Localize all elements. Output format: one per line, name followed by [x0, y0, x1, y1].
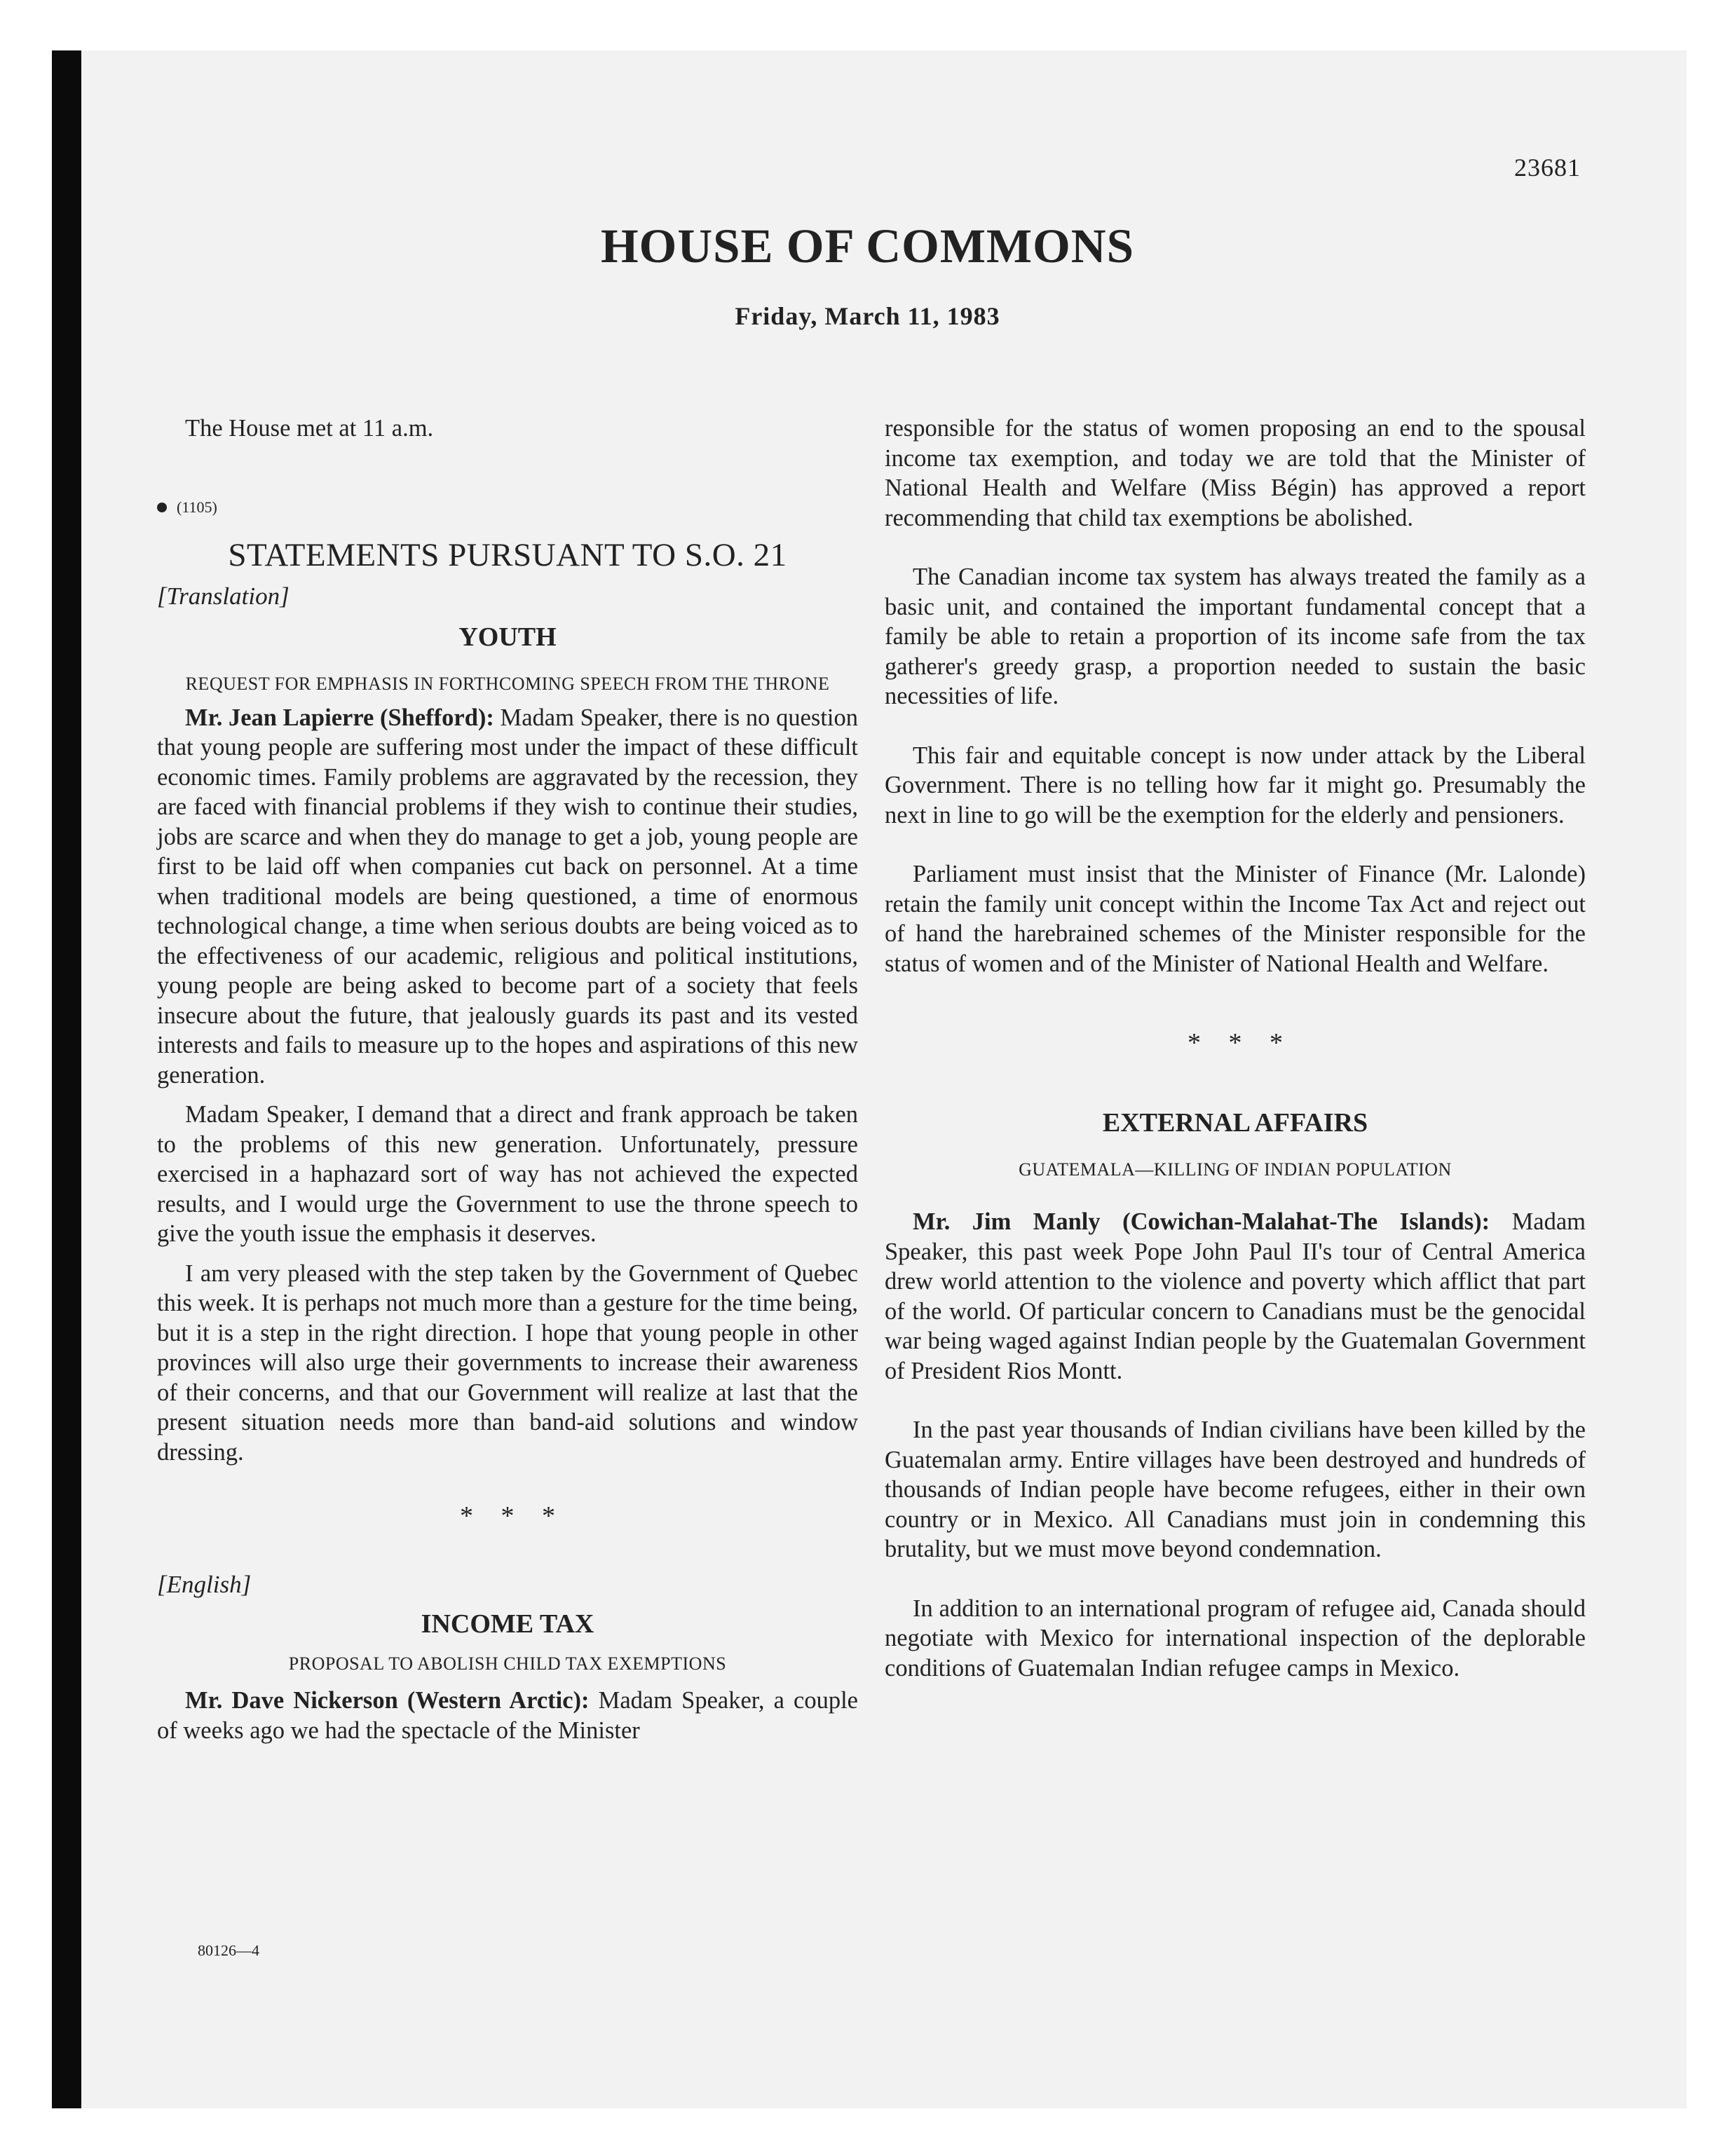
- page-number: 23681: [1514, 153, 1581, 182]
- paragraph: Mr. Dave Nickerson (Western Arctic): Madam Speaker, a couple of weeks ago we had the spectacle of the Minister: [157, 1687, 858, 1744]
- paragraph: In the past year thousands of Indian civilians have been killed by the Guatemalan army. Entire villages have been destroyed and hundreds of thousands of Indian people have become refugees, either in their own country or in Mexico. All Canadians must join in condemning this brutality, but we must move beyond condemnation.: [885, 1417, 1586, 1562]
- opening-line: The House met at 11 a.m.: [185, 415, 434, 442]
- footer-code: 80126—4: [198, 1942, 259, 1959]
- speaker-name: Mr. Jim Manly (Cowichan-Malahat-The Islands):: [913, 1208, 1490, 1235]
- paragraph: In addition to an international program of refugee aid, Canada should negotiate with Mexico for international inspection of the deplorable conditions of Guatemalan Indian refugee camps in Mexico.: [885, 1595, 1586, 1681]
- scan-edge: [52, 50, 81, 2108]
- paragraph: Mr. Jim Manly (Cowichan-Malahat-The Islands): Madam Speaker, this past week Pope John Paul II's tour of Central America drew world attention to the violence and poverty which afflict that part of the world. Of particular concern to Canadians must be the genocidal war being waged against Indian people by the Guatemalan Government of President Rios Montt.: [885, 1208, 1586, 1384]
- topic-title-youth: YOUTH: [458, 622, 557, 652]
- topic-title-external-affairs: EXTERNAL AFFAIRS: [1102, 1108, 1368, 1138]
- time-marker: [157, 498, 858, 517]
- topic-title-income-tax: INCOME TAX: [421, 1609, 594, 1639]
- paragraph: Mr. Jean Lapierre (Shefford): Madam Speaker, there is no question that young people are suffering most under the impact of these difficult economic times. Family problems are aggravated by the recession, they are faced with financial problems if they wish to continue their studies, jobs are scarce and when they do manage to get a job, young people are first to be laid off when companies cut back on personnel. At a time when traditional models are being questioned, a time of enormous technological change, a time when serious doubts are being voiced as to the effectiveness of our academic, religious and political institutions, young people are being asked to become part of a society that feels insecure about the future, that jealously guards its past and its vested interests and fails to measure up to the hopes and aspirations of this new generation.: [157, 704, 858, 1089]
- right-column: [885, 414, 1586, 1683]
- paragraph: The Canadian income tax system has always treated the family as a basic unit, and contained the important fundamental concept that a family be able to retain a proportion of its income safe from the tax gatherer's greedy grasp, a proportion needed to sustain the basic necessities of life.: [885, 564, 1586, 709]
- topic-subtitle-youth: REQUEST FOR EMPHASIS IN FORTHCOMING SPEECH FROM THE THRONE: [185, 673, 830, 694]
- topic-subtitle-guatemala: GUATEMALA—KILLING OF INDIAN POPULATION: [1019, 1159, 1452, 1180]
- separator-stars: * * *: [460, 1501, 555, 1531]
- page-title: HOUSE OF COMMONS: [601, 219, 1134, 273]
- sitting-date: Friday, March 11, 1983: [735, 302, 1000, 330]
- speaker-name: Mr. Dave Nickerson (Western Arctic):: [185, 1687, 590, 1714]
- translation-marker: [Translation]: [157, 582, 290, 610]
- time-marker-text: (1105): [177, 498, 217, 516]
- paragraph: Parliament must insist that the Minister of Finance (Mr. Lalonde) retain the family unit concept within the Income Tax Act and reject out of hand the harebrained schemes of the Minister responsible for the status of women and of the Minister of National Health and Welfare.: [885, 861, 1586, 977]
- topic-subtitle-income-tax: PROPOSAL TO ABOLISH CHILD TAX EXEMPTIONS: [288, 1653, 727, 1674]
- separator-stars: * * *: [1188, 1028, 1283, 1058]
- english-marker: [English]: [157, 1571, 252, 1598]
- paragraph: Madam Speaker, I demand that a direct and frank approach be taken to the problems of this new generation. Unfortunately, pressure exercised in a haphazard sort of way has not achieved the expected results, and I would urge the Government to use the throne speech to give the youth issue the emphasis it deserves.: [157, 1101, 858, 1247]
- paragraph: I am very pleased with the step taken by the Government of Quebec this week. It is perhaps not much more than a gesture for the time being, but it is a step in the right direction. I hope that young people in other provinces will also urge their governments to increase their awareness of their concerns, and that our Government will realize at last that the present situation needs more than band-aid solutions and window dressing.: [157, 1260, 858, 1466]
- paragraph: responsible for the status of women proposing an end to the spousal income tax exemption, and today we are told that the Minister of National Health and Welfare (Miss Bégin) has approved a report recommending that child tax exemptions be abolished.: [885, 415, 1586, 531]
- speaker-name: Mr. Jean Lapierre (Shefford):: [185, 704, 494, 731]
- section-heading: STATEMENTS PURSUANT TO S.O. 21: [228, 536, 787, 573]
- left-column: [157, 414, 858, 1745]
- bullet-icon: [157, 503, 167, 512]
- paragraph: This fair and equitable concept is now under attack by the Liberal Government. There is no telling how far it might go. Presumably the next in line to go will be the exemption for the elderly and pensioners.: [885, 742, 1586, 828]
